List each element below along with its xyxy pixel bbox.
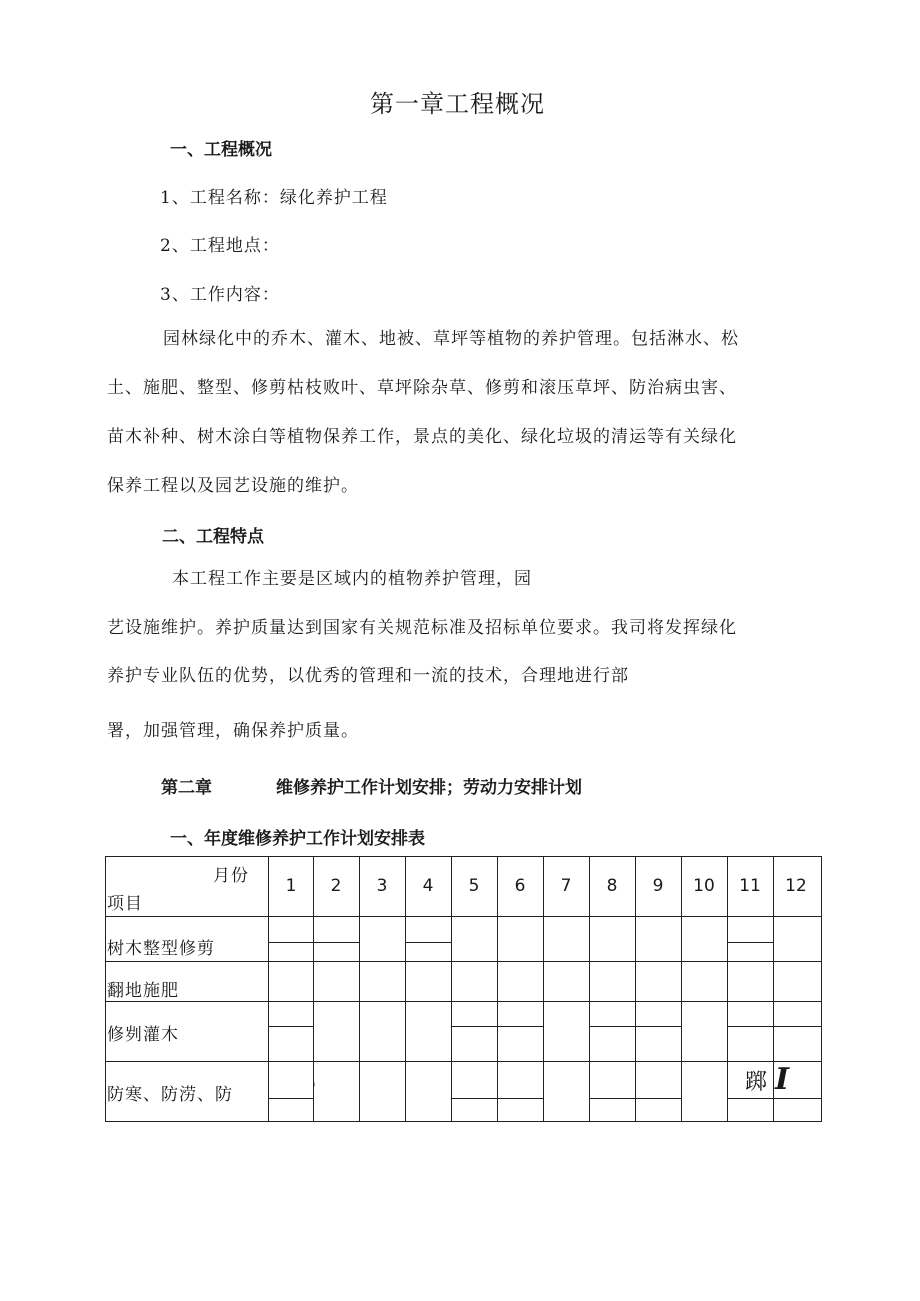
cell-divider (727, 1026, 821, 1027)
table-cell (543, 916, 590, 962)
table-cell (105, 1001, 269, 1062)
features-line-1: 本工程工作主要是区域内的植物养护管理，园 (172, 569, 532, 589)
cell-divider (268, 942, 359, 943)
row-label-tree-pruning: 树木整型修剪 (107, 939, 215, 959)
table-cell (727, 856, 774, 917)
table-cell (268, 1001, 314, 1062)
table-cell (497, 856, 544, 917)
row-label-shrub-trimming: 修刿灌木 (107, 1025, 179, 1045)
table-cell (359, 1001, 406, 1062)
table-cell (359, 856, 406, 917)
section-heading-features: 二、工程特点 (162, 527, 264, 547)
tick-mark: ' (312, 1081, 317, 1097)
content-line-2: 土、施肥、整型、修剪枯枝败叶、草坪除杂草、修剪和滚压草坪、防治病虫害、 (107, 378, 737, 398)
table-cell (313, 1061, 360, 1122)
table-cell (313, 1001, 360, 1062)
table-cell (543, 961, 590, 1002)
table-cell (405, 1061, 452, 1122)
table-cell (773, 1001, 822, 1062)
cell-divider (727, 942, 773, 943)
table-cell (635, 1061, 682, 1122)
table-cell (313, 856, 360, 917)
table-cell (268, 916, 314, 962)
table-cell (681, 1061, 728, 1122)
item-project-name: 1、工程名称：绿化养护工程 (160, 188, 388, 208)
table-cell (589, 961, 636, 1002)
table-cell (635, 961, 682, 1002)
table-cell (268, 961, 314, 1002)
table-cell (681, 1001, 728, 1062)
table-cell (497, 961, 544, 1002)
cell-divider (451, 1098, 543, 1099)
table-cell (313, 961, 360, 1002)
month-2: 2 (330, 876, 342, 896)
table-cell (635, 1001, 682, 1062)
features-line-2: 艺设施维护。养护质量达到国家有关规范标准及招标单位要求。我司将发挥绿化 (107, 618, 737, 638)
table-cell (497, 1001, 544, 1062)
header-item-label: 项目 (107, 894, 143, 914)
table-cell (451, 916, 498, 962)
table-cell (359, 961, 406, 1002)
table-cell (543, 1001, 590, 1062)
table-cell (543, 1061, 590, 1122)
table-cell (773, 916, 822, 962)
italic-mark: I (775, 1062, 791, 1097)
table-cell (681, 856, 728, 917)
table-cell (359, 1061, 406, 1122)
table-cell (681, 961, 728, 1002)
cell-divider (268, 1026, 313, 1027)
month-5: 5 (468, 876, 480, 896)
table-cell (451, 961, 498, 1002)
table-cell (635, 856, 682, 917)
table-cell (635, 916, 682, 962)
table-cell (313, 916, 360, 962)
table-cell (773, 961, 822, 1002)
table-cell (105, 1061, 269, 1122)
content-line-4: 保养工程以及园艺设施的维护。 (107, 476, 359, 496)
month-8: 8 (606, 876, 618, 896)
schedule-table (105, 856, 821, 1121)
cell-divider (405, 942, 451, 943)
table-cell (105, 856, 269, 917)
month-11: 11 (739, 876, 761, 896)
table-cell (497, 916, 544, 962)
chapter-label: 第二章 (161, 778, 212, 798)
table-cell (405, 916, 452, 962)
cell-divider (589, 1026, 681, 1027)
features-line-3: 养护专业队伍的优势，以优秀的管理和一流的技术，合理地进行部 (107, 666, 629, 686)
row-label-cold-flood: 防寒、防涝、防 (107, 1085, 233, 1105)
month-6: 6 (514, 876, 526, 896)
table-cell (405, 856, 452, 917)
table-cell (727, 1061, 774, 1122)
month-9: 9 (652, 876, 664, 896)
month-3: 3 (376, 876, 388, 896)
features-line-4: 署，加强管理，确保养护质量。 (107, 721, 359, 741)
month-1: 1 (285, 876, 297, 896)
table-cell (589, 1001, 636, 1062)
table-cell (405, 1001, 452, 1062)
month-7: 7 (560, 876, 572, 896)
table-cell (727, 1001, 774, 1062)
table-cell (405, 961, 452, 1002)
section-heading-overview: 一、工程概况 (170, 140, 272, 160)
row-label-fertilizing: 翻地施肥 (107, 981, 179, 1001)
table-cell (773, 856, 822, 917)
table-cell (451, 856, 498, 917)
month-4: 4 (422, 876, 434, 896)
cell-divider (451, 1026, 543, 1027)
table-cell (727, 961, 774, 1002)
content-line-1: 园林绿化中的乔木、灌木、地被、草坪等植物的养护管理。包括淋水、松 (163, 329, 739, 349)
table-cell (681, 916, 728, 962)
table-cell (589, 1061, 636, 1122)
table-cell (589, 916, 636, 962)
table-cell (589, 856, 636, 917)
schedule-heading: 一、年度维修养护工作计划安排表 (170, 829, 425, 849)
page-title: 第一章工程概况 (370, 90, 545, 118)
table-cell (497, 1061, 544, 1122)
table-cell (359, 916, 406, 962)
table-cell (268, 1061, 314, 1122)
table-cell (451, 1061, 498, 1122)
chapter-title: 维修养护工作计划安排；劳动力安排计划 (276, 778, 582, 798)
cell-divider (589, 1098, 681, 1099)
table-cell (268, 856, 314, 917)
cell-divider (268, 1098, 313, 1099)
table-cell (451, 1001, 498, 1062)
table-cell (543, 856, 590, 917)
table-cell (773, 1061, 822, 1122)
item-work-content: 3、工作内容： (160, 285, 280, 305)
month-10: 10 (693, 876, 715, 896)
garbled-glyph: 踯 (745, 1070, 769, 1095)
item-project-location: 2、工程地点： (160, 236, 280, 256)
month-12: 12 (785, 876, 807, 896)
header-month-label: 月份 (213, 866, 249, 886)
table-cell (727, 916, 774, 962)
table-cell (105, 961, 269, 1002)
cell-divider (727, 1098, 821, 1099)
table-cell (105, 916, 269, 962)
content-line-3: 苗木补种、树木涂白等植物保养工作，景点的美化、绿化垃圾的清运等有关绿化 (107, 427, 737, 447)
